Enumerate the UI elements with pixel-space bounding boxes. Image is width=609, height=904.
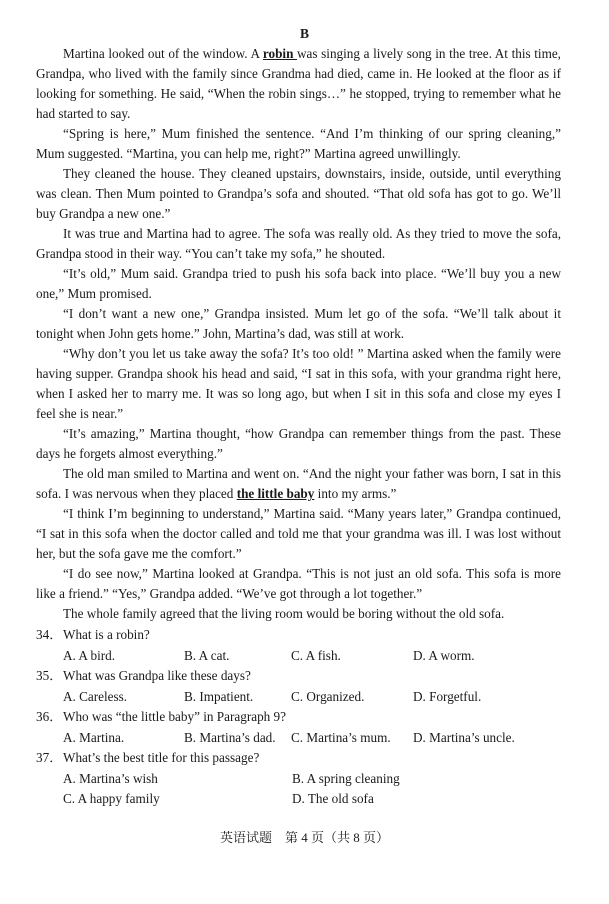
option-a[interactable]: A. Martina. xyxy=(63,729,125,745)
paragraph-12: The whole family agreed that the living room would be boring without the old sofa. xyxy=(63,606,505,621)
option-c[interactable]: C. Martina’s mum. xyxy=(291,729,391,745)
option-c[interactable]: C. A fish. xyxy=(291,647,341,663)
option-c[interactable]: C. Organized. xyxy=(291,688,365,704)
option-b[interactable]: B. Martina’s dad. xyxy=(184,729,276,745)
paragraph-1-text-b: was singing a lively song in the tree. At this time, Grandpa, who lived with the family since Grandma had died, came in. He looked at the floor as if looking for something. He said, “When the robin sings…” he stopped, trying to remember what he had started to say. xyxy=(36,46,561,121)
highlight-robin: robin xyxy=(262,46,298,61)
question-36 xyxy=(36,707,561,748)
question-number: 37． xyxy=(36,750,63,765)
option-d[interactable]: D. The old sofa xyxy=(292,791,374,806)
question-stem: Who was “the little baby” in Paragraph 9? xyxy=(63,709,287,724)
option-a[interactable]: A. Careless. xyxy=(63,688,128,704)
question-number: 34． xyxy=(36,627,63,642)
question-stem: What’s the best title for this passage? xyxy=(63,750,260,765)
question-34 xyxy=(36,625,561,666)
question-37 xyxy=(36,748,561,810)
section-label: B xyxy=(299,26,309,41)
answer-options-row-2 xyxy=(36,789,561,810)
paragraph-5: “It’s old,” Mum said. Grandpa tried to push his sofa back into place. “We’ll buy you a new one,” Mum promised. xyxy=(36,266,561,301)
paragraph-8: “It’s amazing,” Martina thought, “how Grandpa can remember things from the past. These days he forgets almost everything.” xyxy=(36,426,561,461)
paragraph-10: “I think I’m beginning to understand,” Martina said. “Many years later,” Grandpa continued, “I sat in this sofa when the doctor called and told me that your grandma was ill. I was lost without her, but the sofa gave me the comfort.” xyxy=(36,506,561,561)
option-b[interactable]: B. Impatient. xyxy=(184,688,254,704)
paragraph-1 xyxy=(36,44,561,124)
question-stem: What was Grandpa like these days? xyxy=(63,668,251,683)
paragraph-9-text-a: The old man smiled to Martina and went on. “And the night your father was born, I sat in this sofa. I was nervous when they placed xyxy=(36,466,561,501)
question-stem: What is a robin? xyxy=(63,627,150,642)
answer-options-row-1 xyxy=(36,769,561,790)
option-d[interactable]: D. Martina’s uncle. xyxy=(413,729,515,745)
highlight-little-baby: the little baby xyxy=(236,486,315,501)
paragraph-6: “I don’t want a new one,” Grandpa insisted. Mum let go of the sofa. “We’ll talk about it tonight when John gets home.” John, Martina’s dad, was still at work. xyxy=(36,306,561,341)
question-number: 35． xyxy=(36,668,63,683)
option-a[interactable]: A. Martina’s wish xyxy=(63,770,158,786)
option-b[interactable]: B. A cat. xyxy=(184,647,230,663)
question-35 xyxy=(36,666,561,707)
option-c[interactable]: C. A happy family xyxy=(63,791,160,806)
question-number: 36． xyxy=(36,709,63,724)
option-d[interactable]: D. Forgetful. xyxy=(413,688,482,704)
reading-passage xyxy=(36,44,561,624)
option-b[interactable]: B. A spring cleaning xyxy=(292,770,400,786)
option-d[interactable]: D. A worm. xyxy=(413,647,475,663)
paragraph-7: “Why don’t you let us take away the sofa? It’s too old! ” Martina asked when the family were having supper. Grandpa shook his head and said, “I sat in this sofa, with your grandma right here, when I asked her to marry me. It was so long ago, but when I sit in this sofa and close my eyes I feel she is near.” xyxy=(36,346,561,421)
paragraph-4: It was true and Martina had to agree. The sofa was really old. As they tried to move the sofa, Grandpa stood in their way. “You can’t take my sofa,” he shouted. xyxy=(36,226,561,261)
answer-options xyxy=(36,687,561,708)
option-a[interactable]: A. A bird. xyxy=(63,647,116,663)
answer-options xyxy=(36,728,561,749)
paragraph-2: “Spring is here,” Mum finished the sentence. “And I’m thinking of our spring cleaning,” Mum suggested. “Martina, you can help me, right?” Martina agreed unwillingly. xyxy=(36,126,561,161)
paragraph-1-text-a: Martina looked out of the window. A xyxy=(63,46,263,61)
paragraph-9 xyxy=(36,464,561,504)
paragraph-3: They cleaned the house. They cleaned upstairs, downstairs, inside, outside, until everything was clean. Then Mum pointed to Grandpa’s sofa and shouted. “That old sofa has got to go. We’ll buy Grandpa a new one.” xyxy=(36,166,561,221)
page-footer: 英语试题 第 4 页（共 8 页） xyxy=(219,830,389,845)
paragraph-9-text-b: into my arms.” xyxy=(314,486,397,501)
answer-options xyxy=(36,646,561,667)
paragraph-11: “I do see now,” Martina looked at Grandpa. “This is not just an old sofa. This sofa is more like a friend.” “Yes,” Grandpa added. “We’ve got through a lot together.” xyxy=(36,566,561,601)
question-list xyxy=(36,625,561,810)
